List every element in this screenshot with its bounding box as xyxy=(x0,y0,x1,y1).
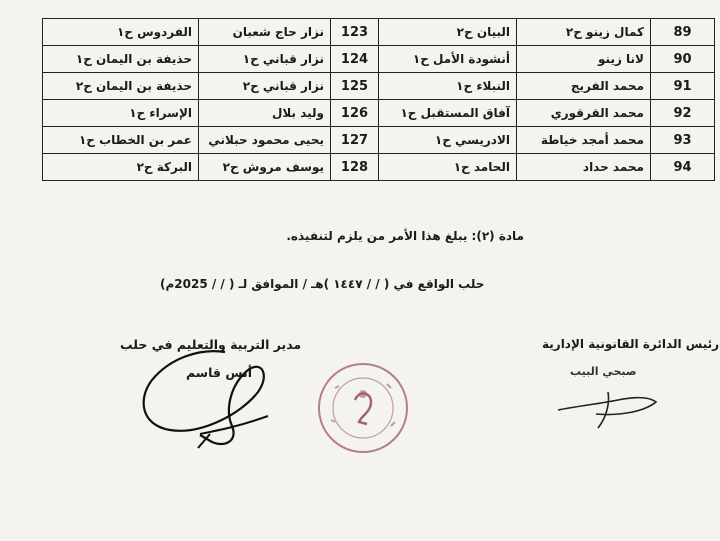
number-cell: 93 xyxy=(651,127,715,154)
name-cell: محمد الفريج xyxy=(517,73,651,100)
table-row xyxy=(43,127,715,154)
school-cell: البيان ح٢ xyxy=(379,19,517,46)
number-cell: 123 xyxy=(331,19,379,46)
number-cell: 90 xyxy=(651,46,715,73)
table-row xyxy=(43,19,715,46)
school-cell: عمر بن الخطاب ح١ xyxy=(43,127,199,154)
number-cell: 125 xyxy=(331,73,379,100)
name-cell: كمال زينو ح٢ xyxy=(517,19,651,46)
table-body xyxy=(43,19,715,181)
school-cell: البركة ح٢ xyxy=(43,154,199,181)
school-cell: الادريسي ح١ xyxy=(379,127,517,154)
table-row xyxy=(43,100,715,127)
name-cell: محمد حداد xyxy=(517,154,651,181)
director-signature xyxy=(130,330,290,460)
number-cell: 94 xyxy=(651,154,715,181)
number-cell: 124 xyxy=(331,46,379,73)
table-row xyxy=(43,154,715,181)
director-title: مدير التربية والتعليم في حلب xyxy=(120,337,302,352)
department-head-title: رئيس الدائرة القانونية الإدارية xyxy=(542,337,720,351)
school-cell: أنشودة الأمل ح١ xyxy=(379,46,517,73)
name-cell: وليد بلال xyxy=(199,100,331,127)
name-cell: يحيى محمود حبلاني xyxy=(199,127,331,154)
school-cell: حذيفة بن اليمان ح١ xyxy=(43,46,199,73)
department-head-signature xyxy=(548,372,668,432)
director-name: أنس قاسم xyxy=(186,365,252,380)
clause-two: مادة (٢): يبلغ هذا الأمر من يلزم لتنفيذه. xyxy=(286,229,524,243)
table-row xyxy=(43,46,715,73)
number-cell: 92 xyxy=(651,100,715,127)
number-cell: 89 xyxy=(651,19,715,46)
school-cell: الفردوس ح١ xyxy=(43,19,199,46)
number-cell: 128 xyxy=(331,154,379,181)
date-line: حلب الواقع في ( / / ١٤٤٧ )هـ / الموافق لـ ( / / 2025م) xyxy=(160,277,485,291)
official-stamp xyxy=(315,360,411,456)
name-cell: محمد أمجد خياطة xyxy=(517,127,651,154)
name-cell: نزار حاج شعبان xyxy=(199,19,331,46)
school-cell: آفاق المستقبل ح١ xyxy=(379,100,517,127)
department-head-name: صبحي البيب xyxy=(570,365,637,378)
school-cell: الإسراء ح١ xyxy=(43,100,199,127)
school-cell: النبلاء ح١ xyxy=(379,73,517,100)
number-cell: 127 xyxy=(331,127,379,154)
table-row xyxy=(43,73,715,100)
name-cell: يوسف مروش ح٢ xyxy=(199,154,331,181)
school-cell: الحامد ح١ xyxy=(379,154,517,181)
school-cell: حذيفة بن اليمان ح٢ xyxy=(43,73,199,100)
name-cell: لانا زينو xyxy=(517,46,651,73)
name-cell: محمد القرقوري xyxy=(517,100,651,127)
name-cell: نزار قباني ح٢ xyxy=(199,73,331,100)
assignment-table xyxy=(42,18,715,181)
number-cell: 91 xyxy=(651,73,715,100)
number-cell: 126 xyxy=(331,100,379,127)
name-cell: نزار قباني ح١ xyxy=(199,46,331,73)
